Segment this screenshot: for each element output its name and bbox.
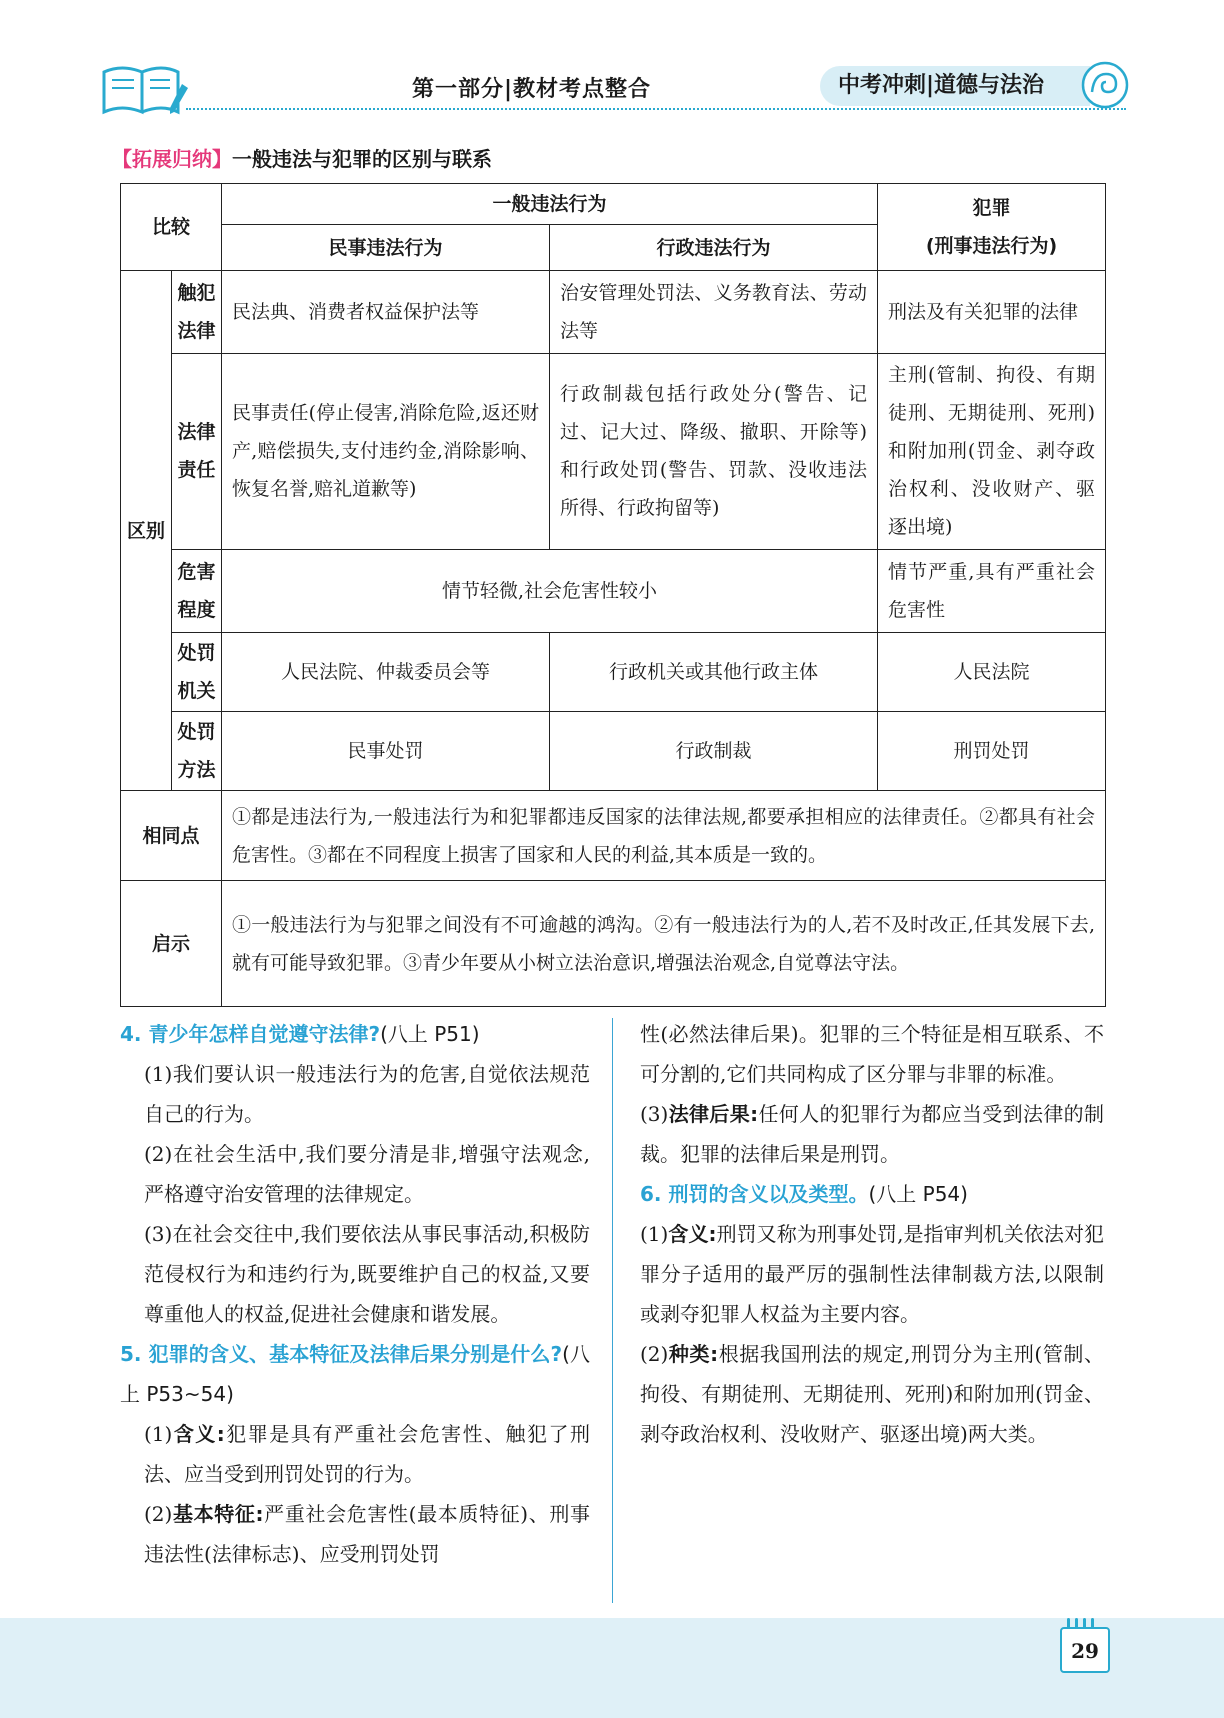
q5-point-3-key: 法律后果: (668, 1102, 759, 1126)
q4-source: (八上 P51) (380, 1022, 480, 1046)
q6-source: (八上 P54) (868, 1182, 968, 1206)
cell-organ-civil: 人民法院、仲裁委员会等 (222, 632, 550, 711)
cell-method-civil: 民事处罚 (222, 711, 550, 790)
cell-law-admin: 治安管理处罚法、义务教育法、劳动法等 (550, 271, 878, 353)
cell-method-admin: 行政制裁 (550, 711, 878, 790)
q5-point-1-num: (1) (144, 1422, 173, 1446)
header-rule (186, 108, 1126, 110)
insight-label: 启示 (121, 881, 222, 1007)
page-number: 29 (1060, 1627, 1110, 1673)
civil-header: 民事违法行为 (222, 225, 550, 271)
diff-label: 区别 (121, 271, 172, 790)
cell-liability-civil: 民事责任(停止侵害,消除危险,返还财产,赔偿损失,支付违约金,消除影响、恢复名誉,赔礼道歉等) (222, 353, 550, 549)
header-part-title: 第一部分|教材考点整合 (412, 77, 652, 102)
q5-point-2 (120, 1494, 590, 1574)
q6-heading (640, 1174, 1104, 1214)
cell-harm-crime: 情节严重,具有严重社会危害性 (878, 550, 1106, 632)
cell-law-civil: 民法典、消费者权益保护法等 (222, 271, 550, 353)
left-column (120, 1014, 590, 1574)
cell-liability-crime: 主刑(管制、拘役、有期徒刑、无期徒刑、死刑)和附加刑(罚金、剥夺政治权利、没收财产、驱逐出境) (878, 353, 1106, 549)
right-column (640, 1014, 1104, 1454)
q6-point-2 (640, 1334, 1104, 1454)
row-label-harm: 危害程度 (172, 550, 222, 632)
crime-header-line1: 犯罪 (972, 197, 1011, 220)
swirl-logo-icon (1080, 60, 1130, 110)
cell-harm-general: 情节轻微,社会危害性较小 (222, 550, 878, 632)
book-pencil-icon (100, 62, 190, 118)
q6-title: 6. 刑罚的含义以及类型。 (640, 1182, 869, 1206)
q4-point-1: (1)我们要认识一般违法行为的危害,自觉依法规范自己的行为。 (144, 1062, 590, 1126)
compare-header: 比较 (121, 184, 222, 271)
q5-point-3 (640, 1094, 1104, 1174)
q6-point-2-text: 根据我国刑法的规定,刑罚分为主刑(管制、拘役、有期徒刑、无期徒刑、死刑)和附加刑(罚金、剥夺政治权利、没收财产、驱逐出境)两大类。 (640, 1342, 1104, 1446)
q5-point-3-num: (3) (640, 1102, 669, 1126)
general-illegal-header: 一般违法行为 (222, 184, 878, 225)
admin-header: 行政违法行为 (550, 225, 878, 271)
cell-law-crime: 刑法及有关犯罪的法律 (878, 271, 1106, 353)
row-label-organ: 处罚机关 (172, 632, 222, 711)
q6-point-2-key: 种类: (668, 1342, 719, 1366)
q6-point-2-num: (2) (640, 1342, 669, 1366)
q5-point-2-text: 严重社会危害性(最本质特征)、刑事违法性(法律标志)、应受刑罚处罚 (144, 1502, 591, 1566)
row-label-liability: 法律责任 (172, 353, 222, 549)
same-text: ①都是违法行为,一般违法行为和犯罪都违反国家的法律法规,都要承担相应的法律责任。②都具有社会危害性。③都在不同程度上损害了国家和人民的利益,其本质是一致的。 (222, 790, 1106, 881)
q5-point-1-text: 犯罪是具有严重社会危害性、触犯了刑法、应当受到刑罚处罚的行为。 (144, 1422, 591, 1486)
q5-title: 5. 犯罪的含义、基本特征及法律后果分别是什么? (120, 1342, 563, 1366)
crime-header-line2: (刑事违法行为) (925, 235, 1058, 258)
column-divider (612, 1018, 613, 1603)
row-label-method: 处罚方法 (172, 711, 222, 790)
q4-point-2: (2)在社会生活中,我们要分清是非,增强守法观念,严格遵守治安管理的法律规定。 (144, 1142, 590, 1206)
section-title (112, 143, 492, 172)
q5-point-3-text: 任何人的犯罪行为都应当受到法律的制裁。犯罪的法律后果是刑罚。 (640, 1102, 1105, 1166)
comparison-table (120, 183, 1106, 1007)
row-label-law: 触犯法律 (172, 271, 222, 353)
cell-organ-crime: 人民法院 (878, 632, 1106, 711)
section-tag: 【拓展归纳】 (112, 147, 232, 171)
page-footer (0, 1618, 1224, 1718)
q5-point-2-key: 基本特征: (172, 1502, 264, 1526)
q5-point-2-num: (2) (144, 1502, 173, 1526)
q5-point-1-key: 含义: (172, 1422, 225, 1446)
section-title-text: 一般违法与犯罪的区别与联系 (232, 147, 492, 171)
cell-method-crime: 刑罚处罚 (878, 711, 1106, 790)
crime-header (878, 184, 1106, 271)
q4-point-3: (3)在社会交往中,我们要依法从事民事活动,积极防范侵权行为和违约行为,既要维护自己的权益,又要尊重他人的权益,促进社会健康和谐发展。 (144, 1222, 590, 1326)
q5-continued: 性(必然法律后果)。犯罪的三个特征是相互联系、不可分割的,它们共同构成了区分罪与非罪的标准。 (640, 1022, 1104, 1086)
q4-heading (120, 1014, 590, 1054)
q6-point-1 (640, 1214, 1104, 1334)
cell-liability-admin: 行政制裁包括行政处分(警告、记过、记大过、降级、撤职、开除等)和行政处罚(警告、罚款、没收违法所得、行政拘留等) (550, 353, 878, 549)
insight-text: ①一般违法行为与犯罪之间没有不可逾越的鸿沟。②有一般违法行为的人,若不及时改正,任其发展下去,就有可能导致犯罪。③青少年要从小树立法治意识,增强法治观念,自觉尊法守法。 (222, 881, 1106, 1007)
q5-source: (八上 P53~54) (120, 1342, 590, 1406)
header-subject-title: 中考冲刺|道德与法治 (820, 66, 1090, 106)
cell-organ-admin: 行政机关或其他行政主体 (550, 632, 878, 711)
q6-point-1-num: (1) (640, 1222, 669, 1246)
page-header (0, 0, 1224, 130)
q6-point-1-text: 刑罚又称为刑事处罚,是指审判机关依法对犯罪分子适用的最严厉的强制性法律制裁方法,以限制或剥夺犯罪人权益为主要内容。 (640, 1222, 1105, 1326)
q5-heading (120, 1334, 590, 1414)
q5-point-1 (120, 1414, 590, 1494)
q4-title: 4. 青少年怎样自觉遵守法律? (120, 1022, 381, 1046)
q6-point-1-key: 含义: (668, 1222, 717, 1246)
same-label: 相同点 (121, 790, 222, 881)
